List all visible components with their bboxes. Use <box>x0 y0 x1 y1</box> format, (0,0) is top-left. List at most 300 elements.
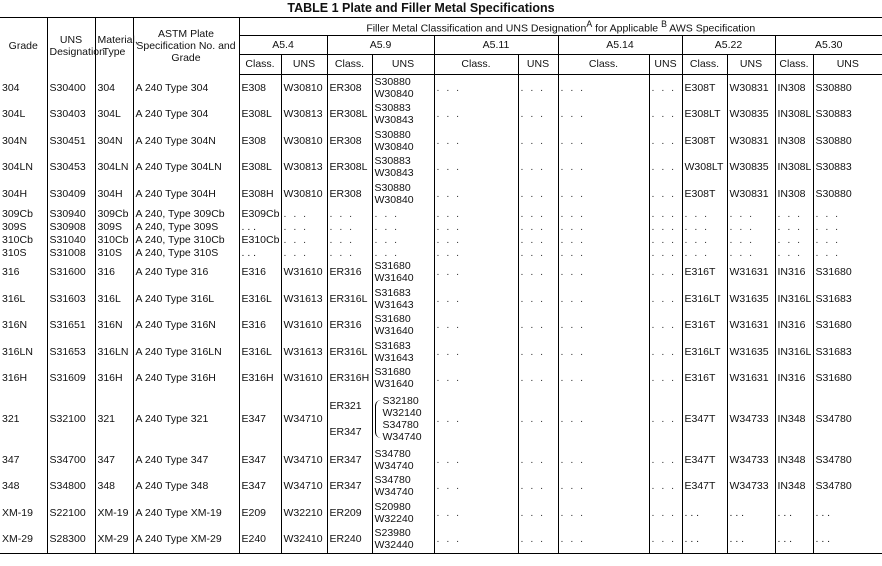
a5-30-uns-cell: S30880 <box>813 181 882 208</box>
table-row <box>0 500 882 527</box>
uns-cell: S30409 <box>47 181 95 208</box>
a5-14-uns-cell: . . . <box>649 259 682 286</box>
a5-9-uns-cell <box>372 101 434 128</box>
a5-4-uns-cell: . . . <box>281 233 327 246</box>
header-spec-a5-4: A5.4 <box>239 35 327 54</box>
grade-cell: 304N <box>2 134 28 147</box>
a5-11-class-cell: . . . <box>434 526 518 553</box>
uns-cell: S30908 <box>47 220 95 233</box>
a5-4-class-cell: . . . <box>239 220 281 233</box>
a5-11-class-cell: . . . <box>434 447 518 474</box>
a5-30-uns-cell: S30883 <box>813 154 882 181</box>
a5-11-class-cell: . . . <box>434 181 518 208</box>
a5-9-class-cell-line: ER347 <box>329 426 362 438</box>
grade-cell: 348 <box>2 480 20 493</box>
a5-9-uns-cell-line: S31680 <box>374 366 411 379</box>
astm-spec-cell: A 240 Type 321 <box>133 392 239 447</box>
grade-cell: 316N <box>2 319 28 332</box>
uns-cell: S31008 <box>47 246 95 259</box>
table-row <box>0 154 882 181</box>
a5-4-uns-cell: W32410 <box>281 526 327 553</box>
a5-14-class-cell: . . . <box>558 101 649 128</box>
a5-14-uns-cell: . . . <box>649 128 682 155</box>
a5-9-uns-cell-line: W30843 <box>374 167 414 180</box>
a5-11-class-cell: . . . <box>434 220 518 233</box>
uns-cell: S34800 <box>47 473 95 500</box>
table-row <box>0 447 882 474</box>
a5-9-uns-cell-line: S31680 <box>374 313 411 326</box>
a5-9-uns-cell-line: W31640 <box>374 325 414 338</box>
table-row <box>0 220 882 233</box>
grade-cell: 310S <box>2 246 27 259</box>
a5-11-uns-cell: . . . <box>518 207 558 220</box>
astm-spec-cell: A 240, Type 310S <box>133 246 239 259</box>
a5-22-class-cell: E347T <box>682 392 727 447</box>
astm-spec-cell: A 240 Type 304LN <box>133 154 239 181</box>
material-type-cell: 304H <box>95 181 133 208</box>
a5-22-class-cell: E316T <box>682 259 727 286</box>
a5-22-class-cell: . . . <box>682 220 727 233</box>
a5-30-uns-cell: S30880 <box>813 74 882 101</box>
a5-22-uns-cell: W31635 <box>727 339 775 366</box>
a5-9-class-cell: ER347 <box>327 447 372 474</box>
a5-9-uns-cell-line: W31640 <box>374 272 414 285</box>
a5-14-uns-cell: . . . <box>649 526 682 553</box>
a5-30-uns-cell: . . . <box>813 246 882 259</box>
a5-4-uns-cell: . . . <box>281 220 327 233</box>
a5-22-class-cell: E316T <box>682 365 727 392</box>
uns-cell: S31600 <box>47 259 95 286</box>
a5-4-class-cell: E316L <box>239 339 281 366</box>
a5-9-class-cell: ER316L <box>327 339 372 366</box>
a5-9-uns-cell-line: S31680 <box>374 260 411 273</box>
a5-11-uns-cell: . . . <box>518 101 558 128</box>
a5-4-class-cell: E316L <box>239 286 281 313</box>
a5-9-class-cell: ER308L <box>327 154 372 181</box>
a5-4-uns-cell: W30813 <box>281 101 327 128</box>
a5-14-uns-cell: . . . <box>649 246 682 259</box>
a5-9-uns-cell <box>372 181 434 208</box>
grade-cell: 316H <box>2 372 28 385</box>
a5-9-class-cell: ER308 <box>327 181 372 208</box>
a5-14-uns-cell: . . . <box>649 312 682 339</box>
a5-14-class-cell: . . . <box>558 526 649 553</box>
a5-9-uns-cell-line: W30840 <box>374 193 414 206</box>
a5-4-class-cell: E347 <box>239 447 281 474</box>
a5-14-uns-cell: . . . <box>649 392 682 447</box>
a5-9-uns-cell: . . . <box>372 246 434 259</box>
a5-9-uns-cell: . . . <box>372 233 434 246</box>
header-grade: Grade <box>0 18 47 75</box>
a5-9-uns-cell-line: W32440 <box>374 539 414 552</box>
material-type-cell: 304LN <box>95 154 133 181</box>
a5-9-class-cell: . . . <box>327 220 372 233</box>
specifications-table-wrapper <box>0 17 859 554</box>
a5-9-class-cell: ER316H <box>327 365 372 392</box>
a5-11-uns-cell: . . . <box>518 365 558 392</box>
a5-14-class-cell: . . . <box>558 339 649 366</box>
a5-9-uns-cell <box>372 392 434 447</box>
a5-30-class-cell: IN348 <box>775 447 813 474</box>
a5-9-uns-line: S32180 <box>382 395 419 407</box>
a5-14-uns-cell: . . . <box>649 101 682 128</box>
a5-11-uns-cell: . . . <box>518 154 558 181</box>
a5-9-uns-cell-line: S20980 <box>374 500 411 513</box>
a5-11-class-cell: . . . <box>434 207 518 220</box>
a5-11-uns-cell: . . . <box>518 312 558 339</box>
a5-14-class-cell: . . . <box>558 312 649 339</box>
a5-4-class-cell: E308L <box>239 101 281 128</box>
a5-9-class-cell: . . . <box>327 207 372 220</box>
a5-9-class-cell: . . . <box>327 233 372 246</box>
astm-spec-cell: A 240, Type 309Cb <box>133 207 239 220</box>
material-type-cell: 316 <box>95 259 133 286</box>
a5-9-uns-cell <box>372 339 434 366</box>
a5-30-uns-cell: S30880 <box>813 128 882 155</box>
uns-cell: S31653 <box>47 339 95 366</box>
a5-22-class-cell: . . . <box>682 233 727 246</box>
table-row <box>0 259 882 286</box>
a5-9-uns-cell <box>372 74 434 101</box>
a5-30-uns-cell: S34780 <box>813 473 882 500</box>
a5-11-class-cell: . . . <box>434 365 518 392</box>
astm-spec-cell: A 240 Type 304 <box>133 101 239 128</box>
a5-22-class-cell: E308T <box>682 181 727 208</box>
a5-30-uns-cell: . . . <box>813 500 882 527</box>
a5-30-class-cell: IN316L <box>775 339 813 366</box>
a5-14-class-cell: . . . <box>558 220 649 233</box>
a5-30-uns-cell: S31683 <box>813 286 882 313</box>
a5-22-uns-cell: W31631 <box>727 259 775 286</box>
a5-9-uns-cell <box>372 286 434 313</box>
uns-cell: S34700 <box>47 447 95 474</box>
a5-14-uns-cell: . . . <box>649 500 682 527</box>
header-uns: UNS <box>281 54 327 74</box>
table-row <box>0 286 882 313</box>
astm-spec-cell: A 240 Type 316N <box>133 312 239 339</box>
a5-9-uns-cell-line: W30840 <box>374 140 414 153</box>
a5-9-uns-cell <box>372 526 434 553</box>
a5-9-uns-cell-line: S30883 <box>374 102 411 115</box>
a5-11-class-cell: . . . <box>434 473 518 500</box>
a5-4-class-cell: E308H <box>239 181 281 208</box>
a5-22-uns-cell: W31631 <box>727 365 775 392</box>
a5-22-class-cell: . . . <box>682 526 727 553</box>
a5-9-uns-cell-line: S34780 <box>374 447 411 460</box>
a5-22-uns-cell: W34733 <box>727 392 775 447</box>
header-material-type: Material, Type <box>95 18 133 75</box>
material-type-cell: 321 <box>95 392 133 447</box>
a5-4-class-cell: E309Cb <box>239 207 281 220</box>
a5-14-uns-cell: . . . <box>649 339 682 366</box>
table-row <box>0 101 882 128</box>
a5-9-uns-cell <box>372 500 434 527</box>
astm-spec-cell: A 240 Type XM-19 <box>133 500 239 527</box>
a5-4-uns-cell: W31610 <box>281 365 327 392</box>
a5-9-uns-cell: . . . <box>372 207 434 220</box>
specifications-table <box>0 17 882 554</box>
a5-22-uns-cell: W30831 <box>727 181 775 208</box>
astm-spec-cell: A 240 Type 316 <box>133 259 239 286</box>
a5-11-class-cell: . . . <box>434 339 518 366</box>
a5-14-class-cell: . . . <box>558 259 649 286</box>
a5-4-class-cell: E347 <box>239 392 281 447</box>
a5-4-uns-cell: W31610 <box>281 259 327 286</box>
header-class: Class. <box>682 54 727 74</box>
material-type-cell: 316H <box>95 365 133 392</box>
a5-14-class-cell: . . . <box>558 154 649 181</box>
grade-cell: 304LN <box>2 161 33 174</box>
astm-spec-cell: A 240 Type 316H <box>133 365 239 392</box>
a5-11-class-cell: . . . <box>434 128 518 155</box>
a5-14-uns-cell: . . . <box>649 220 682 233</box>
a5-4-class-cell: E308L <box>239 154 281 181</box>
a5-30-class-cell: IN316 <box>775 259 813 286</box>
a5-11-class-cell: . . . <box>434 233 518 246</box>
a5-30-class-cell: IN316 <box>775 312 813 339</box>
uns-cell: S31651 <box>47 312 95 339</box>
a5-4-uns-cell: W30810 <box>281 181 327 208</box>
grade-cell: 321 <box>2 413 20 425</box>
a5-14-class-cell: . . . <box>558 246 649 259</box>
a5-30-uns-cell: . . . <box>813 233 882 246</box>
material-type-cell: 347 <box>95 447 133 474</box>
header-spec-a5-14: A5.14 <box>558 35 682 54</box>
a5-11-class-cell: . . . <box>434 286 518 313</box>
a5-11-uns-cell: . . . <box>518 233 558 246</box>
a5-9-uns-cell <box>372 128 434 155</box>
a5-14-uns-cell: . . . <box>649 447 682 474</box>
header-uns: UNS <box>649 54 682 74</box>
a5-22-uns-cell: W34733 <box>727 473 775 500</box>
a5-22-uns-cell: . . . <box>727 233 775 246</box>
a5-30-class-cell: . . . <box>775 246 813 259</box>
material-type-cell: 309Cb <box>95 207 133 220</box>
uns-cell: S30403 <box>47 101 95 128</box>
header-class: Class. <box>558 54 649 74</box>
a5-9-class-cell: ER316 <box>327 312 372 339</box>
a5-30-uns-cell: . . . <box>813 220 882 233</box>
a5-14-class-cell: . . . <box>558 365 649 392</box>
a5-9-class-cell: . . . <box>327 246 372 259</box>
a5-11-uns-cell: . . . <box>518 339 558 366</box>
a5-4-uns-cell: W34710 <box>281 473 327 500</box>
a5-4-uns-cell: W30810 <box>281 128 327 155</box>
table-row <box>0 128 882 155</box>
a5-4-uns-cell: W31610 <box>281 312 327 339</box>
a5-4-class-cell: E308 <box>239 128 281 155</box>
table-row <box>0 365 882 392</box>
a5-4-uns-cell: W34710 <box>281 392 327 447</box>
a5-30-class-cell: IN308 <box>775 74 813 101</box>
a5-9-uns-line: S34780 <box>382 419 419 431</box>
a5-9-class-cell: ER308 <box>327 74 372 101</box>
a5-14-class-cell: . . . <box>558 128 649 155</box>
a5-9-uns-cell <box>372 312 434 339</box>
table-row <box>0 207 882 220</box>
a5-22-class-cell: E316LT <box>682 339 727 366</box>
table-row <box>0 181 882 208</box>
header-class: Class. <box>327 54 372 74</box>
a5-11-uns-cell: . . . <box>518 447 558 474</box>
grade-cell: XM-19 <box>2 506 33 519</box>
grade-cell: 304 <box>2 81 20 94</box>
a5-22-class-cell: E308T <box>682 74 727 101</box>
table-row <box>0 74 882 101</box>
a5-11-class-cell: . . . <box>434 500 518 527</box>
a5-9-uns-cell-line: S30880 <box>374 181 411 194</box>
material-type-cell: 316LN <box>95 339 133 366</box>
a5-9-uns-cell-line: W30840 <box>374 87 414 100</box>
a5-11-class-cell: . . . <box>434 312 518 339</box>
a5-9-uns-cell: . . . <box>372 220 434 233</box>
a5-11-uns-cell: . . . <box>518 392 558 447</box>
a5-22-uns-cell: . . . <box>727 500 775 527</box>
a5-9-uns-cell-line: W30843 <box>374 114 414 127</box>
header-class: Class. <box>775 54 813 74</box>
a5-9-uns-cell-line: W31643 <box>374 298 414 311</box>
a5-11-class-cell: . . . <box>434 154 518 181</box>
a5-9-class-cell: ER316 <box>327 259 372 286</box>
a5-14-uns-cell: . . . <box>649 365 682 392</box>
a5-30-uns-cell: S30883 <box>813 101 882 128</box>
a5-14-uns-cell: . . . <box>649 473 682 500</box>
table-row <box>0 392 882 447</box>
grade-cell: 309Cb <box>2 207 33 220</box>
a5-9-uns-cell-line: S34780 <box>374 474 411 487</box>
uns-cell: S31609 <box>47 365 95 392</box>
a5-4-class-cell: E316 <box>239 312 281 339</box>
uns-cell: S30453 <box>47 154 95 181</box>
a5-30-uns-cell: S34780 <box>813 392 882 447</box>
a5-9-uns-cell-line: S31683 <box>374 339 411 352</box>
a5-9-uns-cell-line: W34740 <box>374 459 414 472</box>
header-uns: UNS <box>813 54 882 74</box>
a5-30-class-cell: . . . <box>775 526 813 553</box>
astm-spec-cell: A 240, Type 310Cb <box>133 233 239 246</box>
material-type-cell: 310S <box>95 246 133 259</box>
a5-11-uns-cell: . . . <box>518 220 558 233</box>
material-type-cell: 310Cb <box>95 233 133 246</box>
a5-11-class-cell: . . . <box>434 246 518 259</box>
a5-4-class-cell: E316H <box>239 365 281 392</box>
astm-spec-cell: A 240 Type XM-29 <box>133 526 239 553</box>
material-type-cell: 309S <box>95 220 133 233</box>
a5-22-uns-cell: W30835 <box>727 154 775 181</box>
a5-30-class-cell: IN308 <box>775 128 813 155</box>
a5-9-uns-line: W32140 <box>382 407 422 419</box>
a5-9-uns-cell <box>372 154 434 181</box>
a5-4-uns-cell: W30813 <box>281 154 327 181</box>
grade-cell: 316 <box>2 266 20 279</box>
table-row <box>0 312 882 339</box>
a5-11-uns-cell: . . . <box>518 259 558 286</box>
header-spec-a5-9: A5.9 <box>327 35 434 54</box>
header-filler-group: Filler Metal Classification and UNS Designation$^A$ for Applicable $^B$ AWS Specification <box>239 18 882 36</box>
a5-9-uns-cell <box>372 473 434 500</box>
astm-spec-cell: A 240 Type 316L <box>133 286 239 313</box>
a5-9-class-cell: ER347 <box>327 473 372 500</box>
header-spec-a5-22: A5.22 <box>682 35 775 54</box>
header-spec-a5-11: A5.11 <box>434 35 558 54</box>
a5-14-uns-cell: . . . <box>649 207 682 220</box>
a5-4-uns-cell: W31613 <box>281 286 327 313</box>
astm-spec-cell: A 240 Type 304 <box>133 74 239 101</box>
a5-30-class-cell: IN348 <box>775 392 813 447</box>
material-type-cell: 316N <box>95 312 133 339</box>
a5-22-uns-cell: . . . <box>727 526 775 553</box>
grade-cell: 316L <box>2 292 26 305</box>
a5-4-class-cell: E240 <box>239 526 281 553</box>
a5-9-uns-cell-line: S30883 <box>374 155 411 168</box>
a5-14-class-cell: . . . <box>558 74 649 101</box>
grade-cell: 304L <box>2 108 26 121</box>
grade-cell: 309S <box>2 220 27 233</box>
material-type-cell: XM-19 <box>95 500 133 527</box>
a5-4-class-cell: E310Cb <box>239 233 281 246</box>
grade-cell: 310Cb <box>2 233 33 246</box>
a5-22-uns-cell: W34733 <box>727 447 775 474</box>
a5-14-uns-cell: . . . <box>649 74 682 101</box>
a5-22-uns-cell: W30831 <box>727 128 775 155</box>
a5-11-uns-cell: . . . <box>518 246 558 259</box>
table-row <box>0 473 882 500</box>
a5-9-class-cell: ER240 <box>327 526 372 553</box>
a5-4-class-cell: E209 <box>239 500 281 527</box>
a5-30-class-cell: . . . <box>775 233 813 246</box>
a5-30-class-cell: . . . <box>775 500 813 527</box>
a5-9-uns-line: W34740 <box>382 431 422 443</box>
a5-4-class-cell: E308 <box>239 74 281 101</box>
a5-14-class-cell: . . . <box>558 181 649 208</box>
astm-spec-cell: A 240 Type 347 <box>133 447 239 474</box>
material-type-cell: 348 <box>95 473 133 500</box>
a5-14-uns-cell: . . . <box>649 286 682 313</box>
a5-4-uns-cell: . . . <box>281 207 327 220</box>
uns-cell: S22100 <box>47 500 95 527</box>
astm-spec-cell: A 240 Type 304H <box>133 181 239 208</box>
a5-22-uns-cell: . . . <box>727 220 775 233</box>
a5-30-class-cell: IN308L <box>775 154 813 181</box>
a5-30-class-cell: IN316L <box>775 286 813 313</box>
a5-22-class-cell: E308LT <box>682 101 727 128</box>
header-astm-spec: ASTM Plate Specification No. and Grade <box>133 18 239 75</box>
uns-cell: S30940 <box>47 207 95 220</box>
a5-22-uns-cell: W31631 <box>727 312 775 339</box>
a5-9-uns-cell <box>372 365 434 392</box>
a5-22-class-cell: E347T <box>682 447 727 474</box>
a5-11-class-cell: . . . <box>434 259 518 286</box>
a5-4-uns-cell: . . . <box>281 246 327 259</box>
a5-9-class-cell: ER308 <box>327 128 372 155</box>
header-class: Class. <box>239 54 281 74</box>
a5-4-uns-cell: W31613 <box>281 339 327 366</box>
a5-30-uns-cell: S31680 <box>813 312 882 339</box>
a5-22-class-cell: E316T <box>682 312 727 339</box>
astm-spec-cell: A 240, Type 309S <box>133 220 239 233</box>
grade-cell: 347 <box>2 453 20 466</box>
table-row <box>0 526 882 553</box>
a5-4-uns-cell: W34710 <box>281 447 327 474</box>
a5-22-class-cell: . . . <box>682 246 727 259</box>
a5-22-uns-cell: . . . <box>727 246 775 259</box>
a5-9-uns-cell-line: W31643 <box>374 351 414 364</box>
a5-11-class-cell: . . . <box>434 392 518 447</box>
a5-9-uns-cell <box>372 259 434 286</box>
a5-30-uns-cell: S31680 <box>813 365 882 392</box>
header-uns: UNS <box>518 54 558 74</box>
table-title: TABLE 1 Plate and Filler Metal Specifications <box>287 1 555 15</box>
